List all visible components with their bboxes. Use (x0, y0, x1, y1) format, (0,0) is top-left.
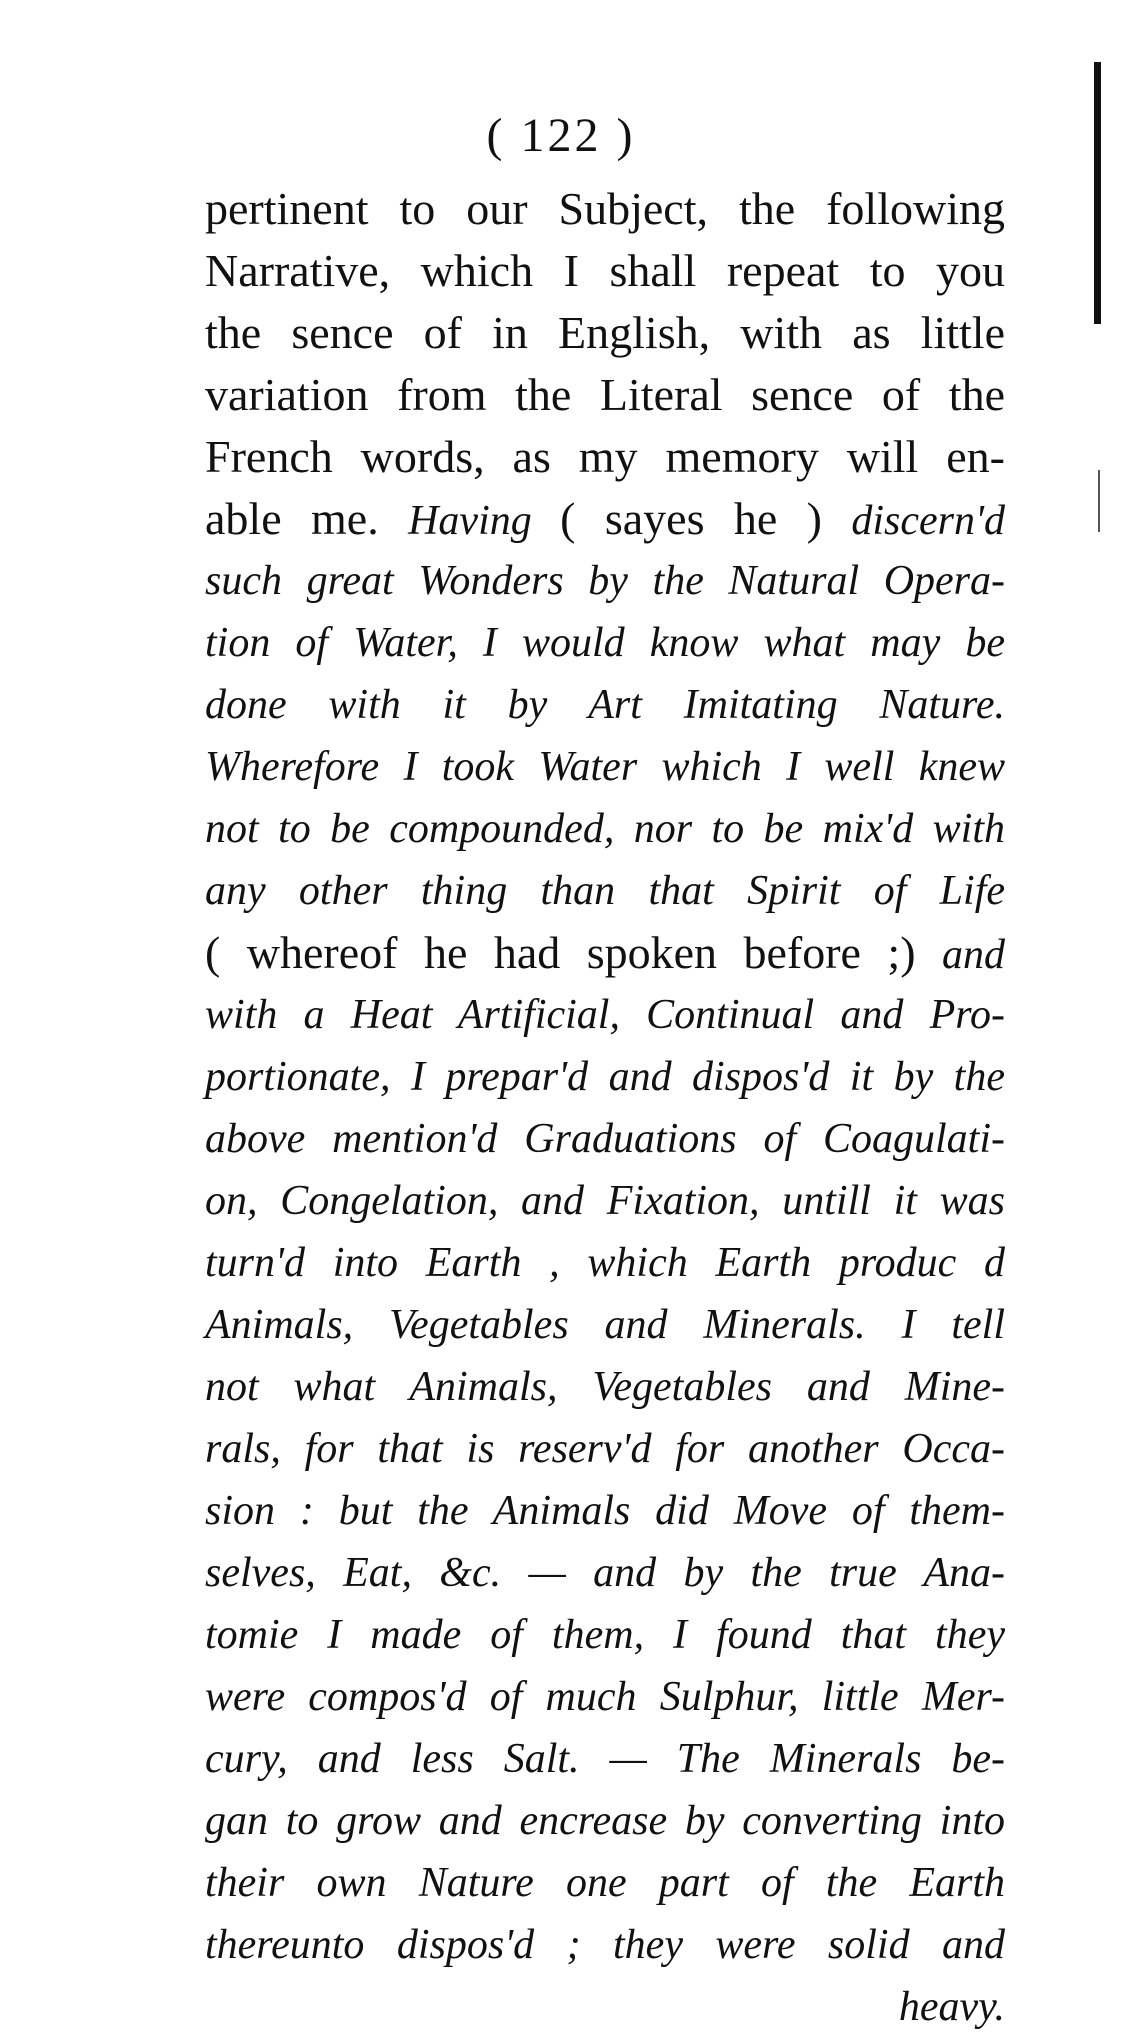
text-line: such great Wonders by the Natural Opera- (205, 558, 1005, 604)
text-line: Wherefore I took Water which I well knew (205, 744, 1005, 790)
text-segment: discern'd (851, 498, 1005, 544)
text-line: any other thing than that Spirit of Life (205, 868, 1005, 914)
text-line: done with it by Art Imitating Nature. (205, 682, 1005, 728)
text-line (205, 922, 1005, 984)
text-line: tomie I made of them, I found that they (205, 1612, 1005, 1658)
text-line: heavy. (898, 1984, 1005, 2030)
text-line: gan to grow and encrease by converting into (205, 1798, 1005, 1844)
text-line: portionate, I prepar'd and dispos'd it by the (205, 1054, 1005, 1100)
text-line: selves, Eat, &c. — and by the true Ana- (205, 1550, 1005, 1596)
text-line: thereunto dispos'd ; they were solid and (205, 1922, 1005, 1968)
text-line (205, 488, 1005, 550)
text-line: variation from the Literal sence of the (205, 369, 1005, 420)
margin-mark (1098, 470, 1100, 532)
body-text (205, 178, 1005, 2038)
margin-bar (1094, 62, 1101, 324)
text-line: above mention'd Graduations of Coagulati- (205, 1116, 1005, 1162)
page-number: ( 122 ) (486, 109, 636, 162)
text-line: turn'd into Earth , which Earth produc d (205, 1240, 1005, 1286)
text-line: the sence of in English, with as little (205, 307, 1005, 358)
text-line: Narrative, which I shall repeat to you (205, 245, 1005, 296)
text-line: on, Congelation, and Fixation, untill it was (205, 1178, 1005, 1224)
text-line: sion : but the Animals did Move of them- (205, 1488, 1005, 1534)
text-line: not what Animals, Vegetables and Mine- (205, 1364, 1005, 1410)
text-line: cury, and less Salt. — The Minerals be- (205, 1736, 1005, 1782)
text-line: Animals, Vegetables and Minerals. I tell (205, 1302, 1005, 1348)
text-line: with a Heat Artificial, Continual and Pro- (205, 992, 1005, 1038)
text-segment: ( sayes he ) (560, 493, 852, 544)
text-line: not to be compounded, nor to be mix'd with (205, 806, 1005, 852)
text-segment: Having (408, 498, 561, 544)
text-line: tion of Water, I would know what may be (205, 620, 1005, 666)
text-line: French words, as my memory will en- (205, 431, 1005, 482)
text-segment: ( whereof he had spoken before ;) (205, 927, 942, 978)
text-segment: able me. (205, 493, 409, 544)
text-line: their own Nature one part of the Earth (205, 1860, 1005, 1906)
text-line: pertinent to our Subject, the following (205, 183, 1005, 234)
text-line: rals, for that is reserv'd for another Occa- (205, 1426, 1005, 1472)
text-segment: and (942, 932, 1005, 978)
text-line: were compos'd of much Sulphur, little Mer- (205, 1674, 1005, 1720)
